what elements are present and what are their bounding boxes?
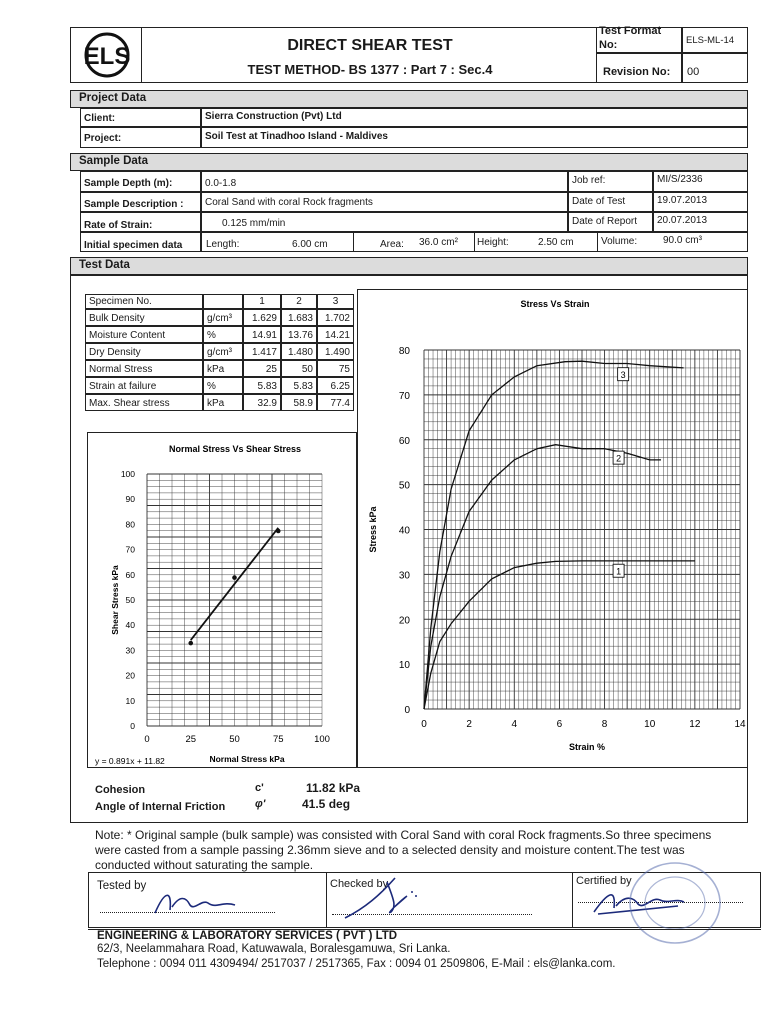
cohesion-label: Cohesion: [95, 784, 146, 796]
length-divider: [353, 232, 354, 252]
table-cell: 1.702: [317, 309, 354, 326]
x-tick-label: 100: [314, 734, 330, 745]
chart2-xlabel: Strain %: [568, 742, 606, 752]
project-heading: Project Data: [70, 90, 748, 108]
data-point: [232, 575, 237, 580]
x-tick-label: 0: [421, 719, 427, 730]
trendline-equation: y = 0.891x + 11.82: [95, 756, 165, 766]
table-cell: 1.480: [281, 343, 317, 360]
sample-heading: Sample Data: [70, 153, 748, 171]
series-label: 1: [616, 566, 622, 577]
y-tick-label: 40: [398, 525, 410, 537]
y-tick-label: 50: [398, 480, 410, 492]
y-tick-label: 70: [125, 544, 135, 555]
y-tick-label: 80: [398, 346, 410, 357]
revision-value: 00: [687, 66, 700, 78]
table-cell: Max. Shear stress: [85, 394, 203, 411]
series-line-3: [424, 361, 684, 709]
revision-label: Revision No:: [603, 66, 671, 78]
init-label: Initial specimen data: [80, 232, 201, 252]
sig-divider-1: [326, 872, 327, 927]
table-cell: 25: [243, 360, 281, 377]
client-value: Sierra Construction (Pvt) Ltd: [201, 108, 748, 127]
table-cell: %: [203, 326, 243, 343]
friction-label: Angle of Internal Friction: [95, 801, 226, 813]
y-tick-label: 90: [125, 494, 135, 505]
footer-address: 62/3, Neelammahara Road, Katuwawala, Boralesgamuwa, Sri Lanka.: [97, 943, 451, 955]
length-value: 6.00 cm: [292, 239, 328, 250]
x-tick-label: 12: [689, 719, 701, 730]
checked-by-label: Checked by: [330, 878, 389, 890]
chart1-title: Normal Stress Vs Shear Stress: [168, 444, 302, 454]
y-tick-label: 70: [398, 390, 410, 402]
desc-value: Coral Sand with coral Rock fragments: [201, 192, 568, 212]
logo-box: [70, 27, 142, 83]
y-tick-label: 10: [398, 660, 410, 672]
depth-label: Sample Depth (m):: [80, 171, 201, 192]
chart1-xlabel: Normal Stress kPa: [209, 754, 285, 764]
chart2-title: Stress Vs Strain: [520, 299, 590, 309]
table-cell: 1.683: [281, 309, 317, 326]
table-cell: 13.76: [281, 326, 317, 343]
checked-by-signature: [335, 870, 435, 922]
note-text: Note: * Original sample (bulk sample) was consisted with Coral Sand with coral Rock fragments.So three specimens were casted from a sample passing 2.36mm sieve and to a selected density and moisture content.The test was conducted without saturating the sample.: [95, 828, 712, 872]
y-tick-label: 10: [125, 695, 135, 706]
cohesion-value: 11.82 kPa: [306, 781, 361, 795]
tested-by-signature: [150, 885, 240, 917]
table-cell: 1.629: [243, 309, 281, 326]
series-label: 2: [616, 453, 622, 464]
area-divider: [474, 232, 475, 252]
series-label: 3: [620, 370, 626, 381]
x-tick-label: 50: [229, 734, 240, 745]
cohesion-symbol: c': [255, 782, 264, 794]
friction-symbol: φ': [255, 798, 266, 810]
y-tick-label: 30: [398, 570, 410, 582]
x-tick-label: 75: [272, 734, 284, 745]
sig-divider-2: [572, 872, 573, 927]
y-tick-label: 30: [125, 645, 135, 656]
format-label: Test Format No:: [599, 25, 662, 51]
y-tick-label: 50: [125, 595, 135, 605]
svg-text:ELS: ELS: [83, 43, 131, 70]
table-cell: kPa: [203, 394, 243, 411]
volume-value: 90.0 cm³: [663, 235, 702, 246]
area-value: 36.0 cm²: [419, 237, 458, 248]
x-tick-label: 8: [601, 719, 608, 730]
project-label: Project:: [80, 127, 201, 148]
test-heading: Test Data: [70, 257, 748, 275]
rate-label: Rate of Strain:: [80, 212, 201, 232]
y-tick-label: 80: [125, 519, 135, 530]
table-cell: %: [203, 377, 243, 394]
depth-value: 0.0-1.8: [201, 171, 568, 192]
y-tick-label: 0: [130, 721, 135, 731]
table-cell: 75: [317, 360, 354, 377]
test-method: TEST METHOD- BS 1377 : Part 7 : Sec.4: [247, 62, 493, 77]
project-value: Soil Test at Tinadhoo Island - Maldives: [201, 127, 748, 148]
y-tick-label: 20: [398, 615, 410, 627]
x-tick-label: 4: [511, 719, 518, 730]
th-s1: 1: [243, 294, 281, 309]
footer-contact: Telephone : 0094 011 4309494/ 2517037 / 2517365, Fax : 0094 01 2509806, E-Mail : els@lanka.com.: [97, 958, 616, 970]
area-label: Area:: [380, 239, 404, 250]
chart-normal-vs-shear: [87, 432, 357, 768]
company-stamp: [625, 858, 725, 948]
x-tick-label: 0: [144, 734, 150, 745]
y-tick-label: 60: [125, 569, 135, 580]
desc-label: Sample Description :: [80, 192, 201, 212]
table-cell: kPa: [203, 360, 243, 377]
table-cell: Moisture Content: [85, 326, 203, 343]
table-cell: 5.83: [243, 377, 281, 394]
table-cell: Dry Density: [85, 343, 203, 360]
height-label: Height:: [477, 237, 509, 248]
y-tick-label: 20: [125, 670, 135, 681]
format-value: ELS-ML-14: [686, 35, 735, 46]
table-cell: Bulk Density: [85, 309, 203, 326]
footer-company: ENGINEERING & LABORATORY SERVICES ( PVT ) LTD: [97, 930, 398, 942]
y-tick-label: 100: [120, 469, 135, 479]
certified-by-label: Certified by: [576, 875, 632, 887]
tested-by-label: Tested by: [97, 880, 147, 892]
table-cell: g/cm³: [203, 343, 243, 360]
y-tick-label: 40: [125, 620, 135, 631]
x-tick-label: 14: [734, 719, 746, 730]
date-of-test-value: 19.07.2013: [653, 192, 748, 212]
job-label: Job ref:: [568, 171, 653, 192]
friction-value: 41.5 deg: [302, 797, 351, 811]
height-value: 2.50 cm: [538, 237, 574, 248]
table-cell: Strain at failure: [85, 377, 203, 394]
table-cell: 6.25: [317, 377, 354, 394]
chart2-ylabel: Stress kPa: [368, 506, 378, 553]
table-cell: 50: [281, 360, 317, 377]
table-cell: 77.4: [317, 394, 354, 411]
th-s2: 2: [281, 294, 317, 309]
x-tick-label: 2: [466, 719, 472, 730]
rate-value: 0.125 mm/min: [201, 212, 568, 232]
x-tick-label: 6: [556, 719, 563, 730]
job-value: MI/S/2336: [653, 171, 748, 192]
els-logo: [71, 28, 141, 82]
table-cell: g/cm³: [203, 309, 243, 326]
table-cell: 1.417: [243, 343, 281, 360]
table-cell: 5.83: [281, 377, 317, 394]
date-of-report-value: 20.07.2013: [653, 212, 748, 232]
table-cell: 14.91: [243, 326, 281, 343]
client-label: Client:: [80, 108, 201, 127]
chart-stress-vs-strain: [357, 289, 748, 768]
date-of-report-label: Date of Report: [568, 212, 653, 232]
date-of-test-label: Date of Test: [568, 192, 653, 212]
th-unit: [203, 294, 243, 309]
data-point: [188, 641, 193, 646]
th-s3: 3: [317, 294, 354, 309]
page-title: DIRECT SHEAR TEST: [287, 37, 453, 54]
y-tick-label: 60: [398, 435, 410, 447]
y-tick-label: 0: [404, 705, 410, 716]
table-cell: 58.9: [281, 394, 317, 411]
table-cell: 14.21: [317, 326, 354, 343]
x-tick-label: 25: [185, 734, 197, 745]
table-cell: 32.9: [243, 394, 281, 411]
data-point: [276, 529, 281, 534]
x-tick-label: 10: [644, 719, 656, 730]
chart1-ylabel: Shear Stress kPa: [110, 565, 120, 635]
table-cell: 1.490: [317, 343, 354, 360]
table-cell: Normal Stress: [85, 360, 203, 377]
length-label: Length:: [206, 239, 240, 250]
height-divider: [597, 232, 598, 252]
th-specimen: Specimen No.: [85, 294, 203, 309]
volume-label: Volume:: [601, 236, 638, 247]
